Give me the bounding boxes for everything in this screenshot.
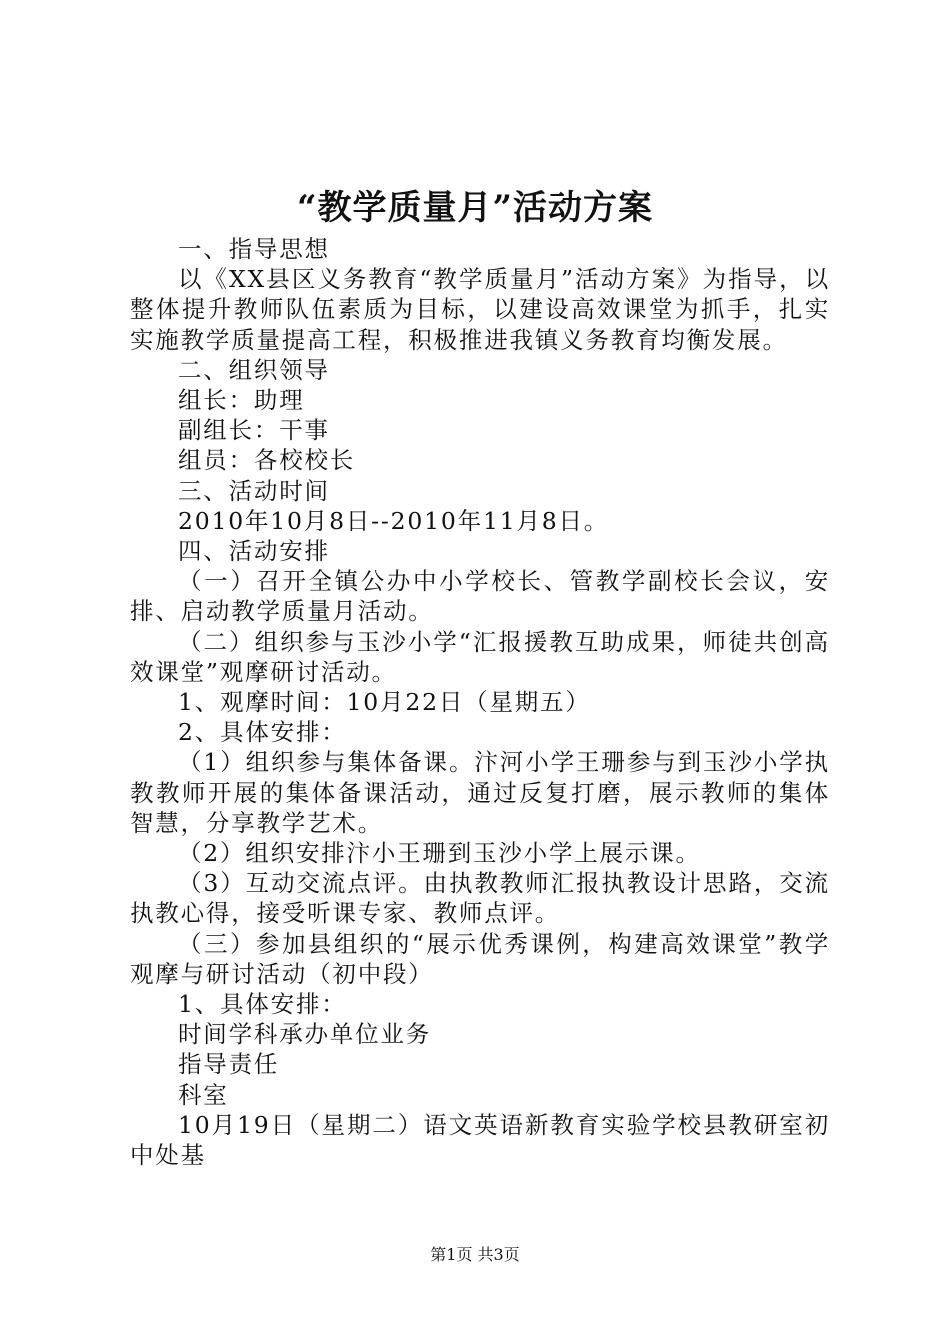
paragraph-item-three: （三）参加县组织的“展示优秀课例，构建高效课堂”教学观摩与研讨活动（初中段） [130, 929, 830, 988]
paragraph-specific-arrangement: 2、具体安排： [178, 718, 347, 747]
paragraph-specific-arrangement-2: 1、具体安排： [178, 990, 347, 1019]
paragraph-sub-item-3: （3）互动交流点评。由执教教师汇报执教设计思路，交流执教心得，接受听课专家、教师点评。 [130, 869, 830, 928]
paragraph-sub-item-1: （1）组织参与集体备课。汴河小学王珊参与到玉沙小学执教教师开展的集体备课活动，通过反复打磨，展示教师的集体智慧，分享教学艺术。 [130, 748, 830, 837]
heading-activity-arrangement: 四、活动安排 [178, 537, 330, 566]
heading-guiding-thought: 一、指导思想 [178, 235, 330, 263]
paragraph-members: 组员：各校校长 [178, 446, 356, 475]
paragraph-table-header-2: 指导责任 [178, 1050, 280, 1079]
page-footer: 第1页 共3页 [430, 1245, 520, 1264]
paragraph-activity-dates: 2010年10月8日--2010年11月8日。 [178, 506, 610, 535]
document-title: “教学质量月”活动方案 [296, 188, 654, 228]
paragraph-guiding-thought: 以《XX县区义务教育“教学质量月”活动方案》为指导，以整体提升教师队伍素质为目标，以建设高效课堂为抓手，扎实实施教学质量提高工程，积极推进我镇义务教育均衡发展。 [130, 265, 830, 354]
paragraph-deputy-leader: 副组长：干事 [178, 416, 330, 445]
document-body [130, 234, 830, 1170]
paragraph-table-row-1: 10月19日（星期二）语文英语新教育实验学校县教研室初中处基 [130, 1110, 830, 1170]
paragraph-item-two: （二）组织参与玉沙小学“汇报援教互助成果，师徒共创高效课堂”观摩研讨活动。 [130, 627, 830, 686]
paragraph-item-one: （一）召开全镇公办中小学校长、管教学副校长会议，安排、启动教学质量月活动。 [130, 567, 830, 626]
paragraph-sub-item-2: （2）组织安排汴小王珊到玉沙小学上展示课。 [178, 839, 701, 868]
paragraph-observation-time: 1、观摩时间：10月22日（星期五） [178, 688, 591, 717]
heading-activity-time: 三、活动时间 [178, 476, 330, 505]
paragraph-leader: 组长：助理 [178, 386, 305, 415]
heading-organization: 二、组织领导 [178, 355, 330, 384]
paragraph-table-header-3: 科室 [178, 1080, 229, 1109]
paragraph-table-header-1: 时间学科承办单位业务 [178, 1020, 431, 1049]
